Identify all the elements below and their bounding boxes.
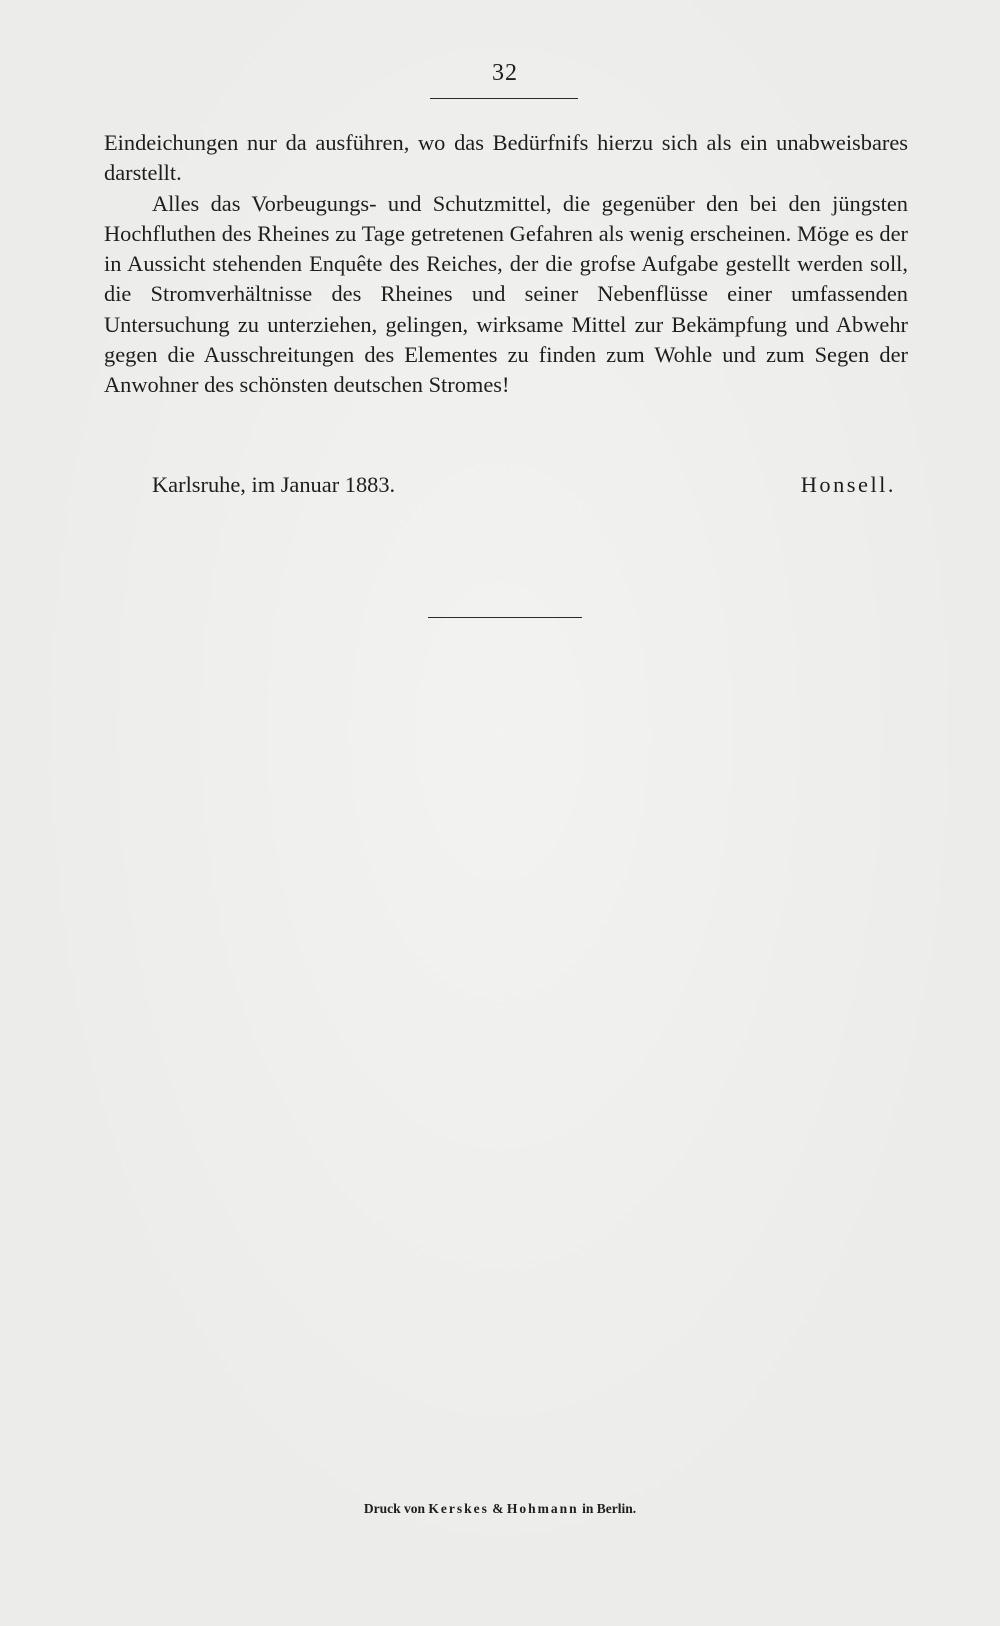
author-name: Honsell. — [800, 472, 896, 497]
imprint-ampersand: & — [492, 1501, 504, 1516]
imprint-prefix: Druck von — [363, 1501, 426, 1516]
printer-imprint — [0, 1501, 1000, 1517]
paragraph-closing: Alles das Vorbeugungs- und Schutzmittel, die gegenüber den bei den jüngsten Hochfluthen des Rheines zu Tage getretenen Gefahren als wenig erscheinen. Möge es der in Aussicht stehenden Enquête des Reiches, der die grofse Aufgabe gestellt werden soll, die Stromverhältnisse des Rheines und seiner Nebenflüsse einer umfassenden Untersuchung zu unterziehen, gelingen, wirksame Mittel zur Bekämpfung und Abwehr gegen die Ausschreitungen des Elementes zu finden zum Wohle und zum Segen der Anwohner des schönsten deutschen Stromes! — [104, 190, 908, 398]
page-number-rule — [430, 98, 578, 99]
place-date: Karlsruhe, im Januar 1883. — [152, 472, 396, 497]
imprint-printer-1: Kerskes — [428, 1501, 489, 1516]
body-text — [104, 128, 908, 401]
imprint-suffix: in Berlin. — [582, 1501, 637, 1516]
end-rule — [428, 617, 582, 618]
paragraph-continuation: Eindeichungen nur da ausführen, wo das Bedürfnifs hierzu sich als ein unabweisbares darstellt. — [104, 130, 908, 186]
imprint-printer-2: Hohmann — [506, 1501, 579, 1516]
page-number: 32 — [492, 60, 518, 86]
